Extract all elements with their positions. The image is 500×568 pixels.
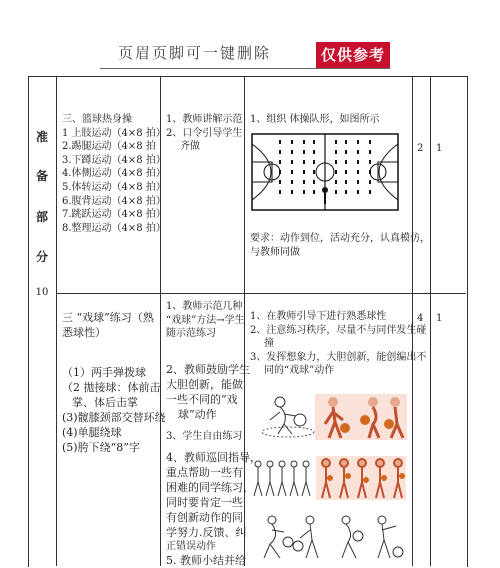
content-line: 4.体侧运动（4×8 拍） [62,168,166,180]
section1-teacher [166,113,242,154]
organization-line: 撞 [264,338,274,350]
section1-organization: 1、组织 体操队形，如图所示 [250,114,380,125]
teacher-line: 一些不同的“戏 [166,393,238,406]
content-line: （2 拋接球：体前击 [62,381,161,394]
teacher-line: 2、教师鼓励学生 [166,363,250,376]
content-line: 8.整理运动（4×8 拍） [62,222,166,234]
content-line: 三 “戏球”练习（熟 [62,311,154,324]
section1-content [62,113,166,235]
teacher-line: 随示范练习 [166,328,216,340]
section2-count: 1 [436,313,443,324]
reference-badge: 仅供参考 [316,42,390,68]
organization-line: 1、在教师引导下进行熟悉球性 [250,311,387,322]
teacher-line: 1、教师讲解示范 [166,114,243,125]
content-line: 5.体转运动（4×8 拍） [62,181,166,193]
teacher-line: 学努力.反馈、纠 [166,526,247,539]
content-line: (5)胯下绕“8”字 [62,441,140,454]
content-line: (4)单腿绕球 [62,426,122,439]
content-line: 2.踢腿运动（4×8 拍 [62,141,156,153]
teacher-line: 同时要肯定一些 [166,496,243,509]
teacher-line: 4、教师巡回指导， [166,451,261,464]
organization-line: 同的“戏球”动作 [264,365,335,377]
section1-time: 2 [417,143,424,154]
row-divider [56,293,466,294]
content-line: 6.腹背运动（4×8 拍） [62,195,166,207]
content-line: 悉球性） [62,326,106,339]
content-line: 三、篮球热身操 [62,114,132,125]
teacher-line: 2、口令引导学生 [166,127,243,139]
section2-organization [250,310,426,378]
ball-drill-illustration [258,512,404,562]
content-line: 3.下蹲运动（4×8 拍） [62,154,166,166]
section2-content-list [62,365,166,455]
col-divider [56,76,57,566]
section1-requirement [250,232,430,259]
teacher-line: “戏球”方法→学生 [166,314,245,326]
section2-teacher-d [166,450,261,540]
side-label: 10 [35,287,49,298]
teacher-line: 齐做 [180,141,200,153]
section2-content-title [62,310,154,340]
teacher-line: 球”动作 [178,408,217,421]
teacher-figure-icon [322,187,328,204]
header-title: 页眉页脚可一键删除 [118,44,272,62]
teacher-line: 重点帮助一些有 [166,466,243,479]
requirement-line: 与教师同做 [250,246,300,258]
section2-teacher-c: 3、学生自由练习 [166,431,243,442]
teacher-line: 大胆创新，能做 [166,378,243,391]
teacher-line: 有创新动作的同 [166,511,243,524]
header-rule [100,68,390,69]
side-label: 备 [35,169,48,183]
ball-drill-illustration [316,456,406,500]
side-label: 准 [35,130,48,144]
side-label: 部 [35,210,48,224]
section2-time: 4 [417,313,424,324]
section2-teacher-f: 5. 教师小结并给 [166,554,246,567]
organization-line: 3、发挥想象力，大胆创新，能创编出不 [250,351,427,363]
requirement-line: 要求：动作到位，活动充分，认真模仿， [250,233,430,244]
content-line: 7.跳跃运动（4×8 拍） [62,209,166,221]
ball-drill-illustration [315,394,407,440]
content-line: (3)髋膝颈部交替环绕 [62,411,166,424]
teacher-line: 1、教师示范几种 [166,301,243,312]
section2-teacher-e: 正错误动作 [166,541,216,552]
ball-drill-illustration [258,394,318,438]
col-divider [430,76,431,566]
ball-drill-illustration [252,458,314,498]
organization-line: 2、注意练习秩序，尽量不与同伴发生碰 [250,324,427,336]
section1-count: 1 [436,143,443,154]
section2-teacher-a [166,300,245,341]
teacher-line: 困难的同学练习， [166,481,254,494]
content-line: （1）两手弹拨球 [62,366,146,379]
section2-teacher-b [166,362,250,422]
content-line: 1 上肢运动（4×8 拍） [62,127,166,139]
side-label: 分 [35,250,48,264]
content-line: 掌、体后击掌 [72,396,138,409]
court-diagram [250,132,400,212]
